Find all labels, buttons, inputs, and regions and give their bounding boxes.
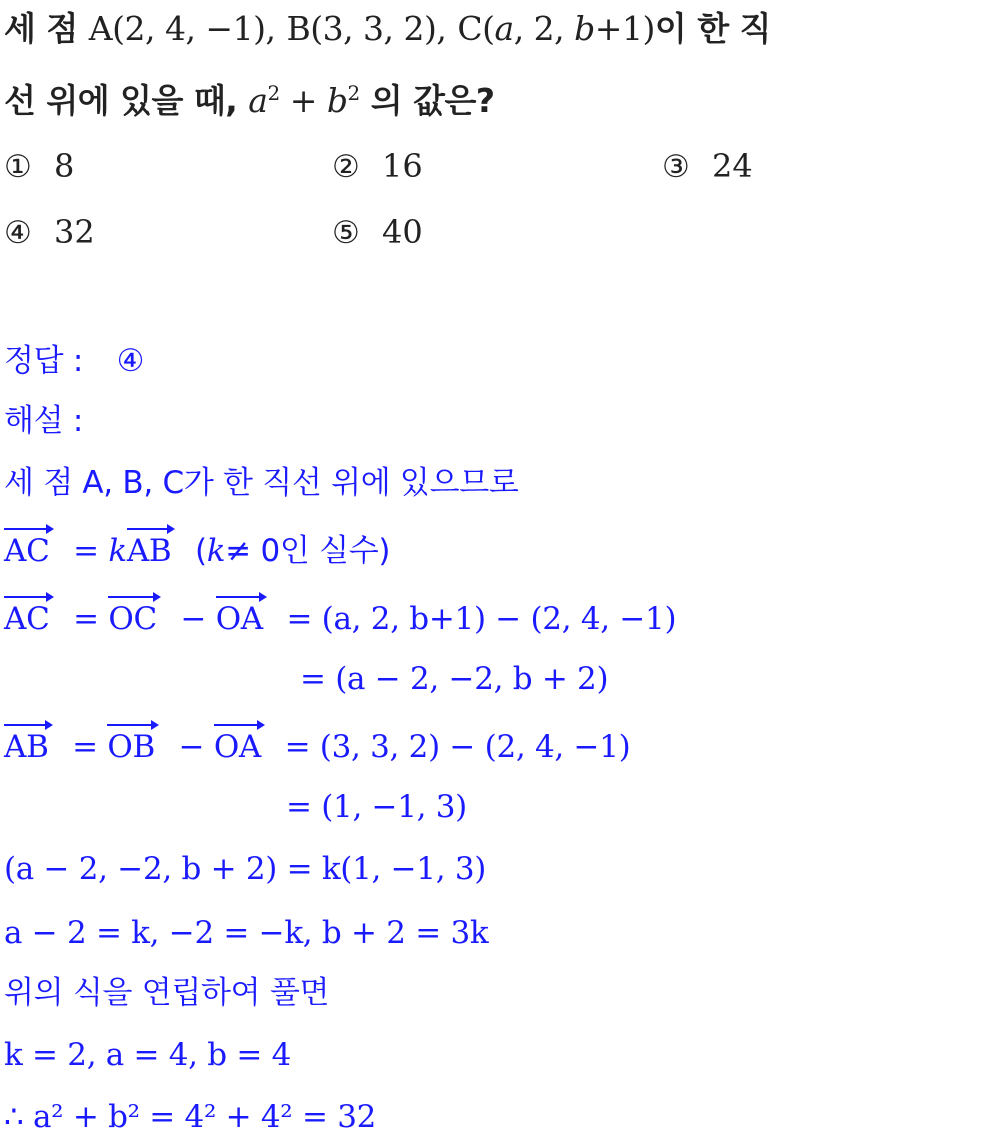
point-c-close: +1) — [594, 9, 655, 48]
answer-line — [4, 343, 145, 379]
vector-ob: OB — [107, 722, 155, 763]
question-line-1 — [4, 9, 771, 48]
vector-ab: AB — [127, 526, 172, 567]
vector-oa: OA — [216, 594, 263, 635]
choice-4-marker: ④ — [4, 215, 32, 251]
solution-step-7: (a − 2, −2, b + 2) = k(1, −1, 3) — [4, 851, 487, 887]
expr-plus: + — [279, 81, 327, 120]
choice-3-value: 24 — [712, 147, 753, 185]
step2-cond-k: k — [206, 533, 226, 569]
solution-step-3 — [4, 594, 676, 635]
solution-step-5 — [4, 722, 630, 763]
choice-1-marker: ① — [4, 149, 32, 185]
vector-oc: OC — [108, 594, 157, 635]
choice-4[interactable] — [4, 213, 95, 251]
choice-2-value: 16 — [382, 147, 423, 185]
question-line-2 — [4, 81, 495, 120]
point-b-coords: (3, 3, 2), — [310, 9, 447, 48]
step3-rest: = (a, 2, b+1) − (2, 4, −1) — [286, 601, 677, 637]
solution-step-4: = (a − 2, −2, b + 2) — [300, 661, 609, 697]
expr-b: b — [326, 81, 348, 120]
step2-k: k — [108, 533, 127, 569]
solution-step-8: a − 2 = k, −2 = −k, b + 2 = 3k — [4, 915, 489, 951]
solution-step-1: 세 점 A, B, C가 한 직선 위에 있으므로 — [4, 465, 519, 501]
question-line2-suffix: 의 값은? — [370, 81, 495, 120]
expr-a: a — [248, 81, 268, 120]
point-a-coords: (2, 4, −1), — [112, 9, 276, 48]
expr-a-exp: 2 — [267, 81, 280, 105]
choice-5-value: 40 — [382, 213, 423, 251]
vector-ac: AC — [4, 526, 50, 567]
step3-minus: − — [180, 601, 207, 637]
step2-eq: = — [73, 533, 99, 569]
question-line2-prefix: 선 위에 있을 때, — [4, 81, 238, 120]
answer-label: 정답 : — [4, 343, 83, 379]
vector-oa-2: OA — [214, 722, 261, 763]
point-c-b: b — [574, 9, 595, 48]
solution-step-11: ∴ a² + b² = 4² + 4² = 32 — [4, 1099, 377, 1135]
choice-1[interactable] — [4, 147, 75, 185]
choice-5[interactable] — [332, 213, 423, 251]
point-a-label: A — [88, 9, 113, 48]
point-c-open: ( — [482, 9, 495, 48]
point-b-label: B — [286, 9, 311, 48]
choice-1-value: 8 — [54, 147, 75, 185]
step5-rest: = (3, 3, 2) − (2, 4, −1) — [284, 729, 631, 765]
solution-step-2 — [4, 526, 390, 567]
explanation-label: 해설 : — [4, 403, 83, 439]
point-c-a: a — [494, 9, 514, 48]
step2-cond-rest: ≠ 0인 실수) — [225, 533, 391, 569]
vector-ab-2: AB — [4, 722, 49, 763]
choice-3[interactable] — [662, 147, 753, 185]
solution-step-10: k = 2, a = 4, b = 4 — [4, 1037, 292, 1073]
choice-3-marker: ③ — [662, 149, 690, 185]
solution-step-9: 위의 식을 연립하여 풀면 — [4, 975, 330, 1011]
choice-2[interactable] — [332, 147, 423, 185]
choice-4-value: 32 — [54, 213, 95, 251]
step2-cond-open: ( — [194, 533, 207, 569]
point-c-label: C — [457, 9, 483, 48]
choice-5-marker: ⑤ — [332, 215, 360, 251]
solution-step-6: = (1, −1, 3) — [286, 789, 467, 825]
choice-2-marker: ② — [332, 149, 360, 185]
step5-minus: − — [178, 729, 205, 765]
expr-b-exp: 2 — [347, 81, 360, 105]
question-suffix-1: 이 한 직 — [654, 9, 771, 48]
point-c-mid: , 2, — [513, 9, 575, 48]
vector-ac-2: AC — [4, 594, 50, 635]
question-prefix: 세 점 — [4, 9, 78, 48]
step3-eq: = — [73, 601, 99, 637]
answer-value: ④ — [116, 343, 145, 379]
step5-eq: = — [72, 729, 98, 765]
